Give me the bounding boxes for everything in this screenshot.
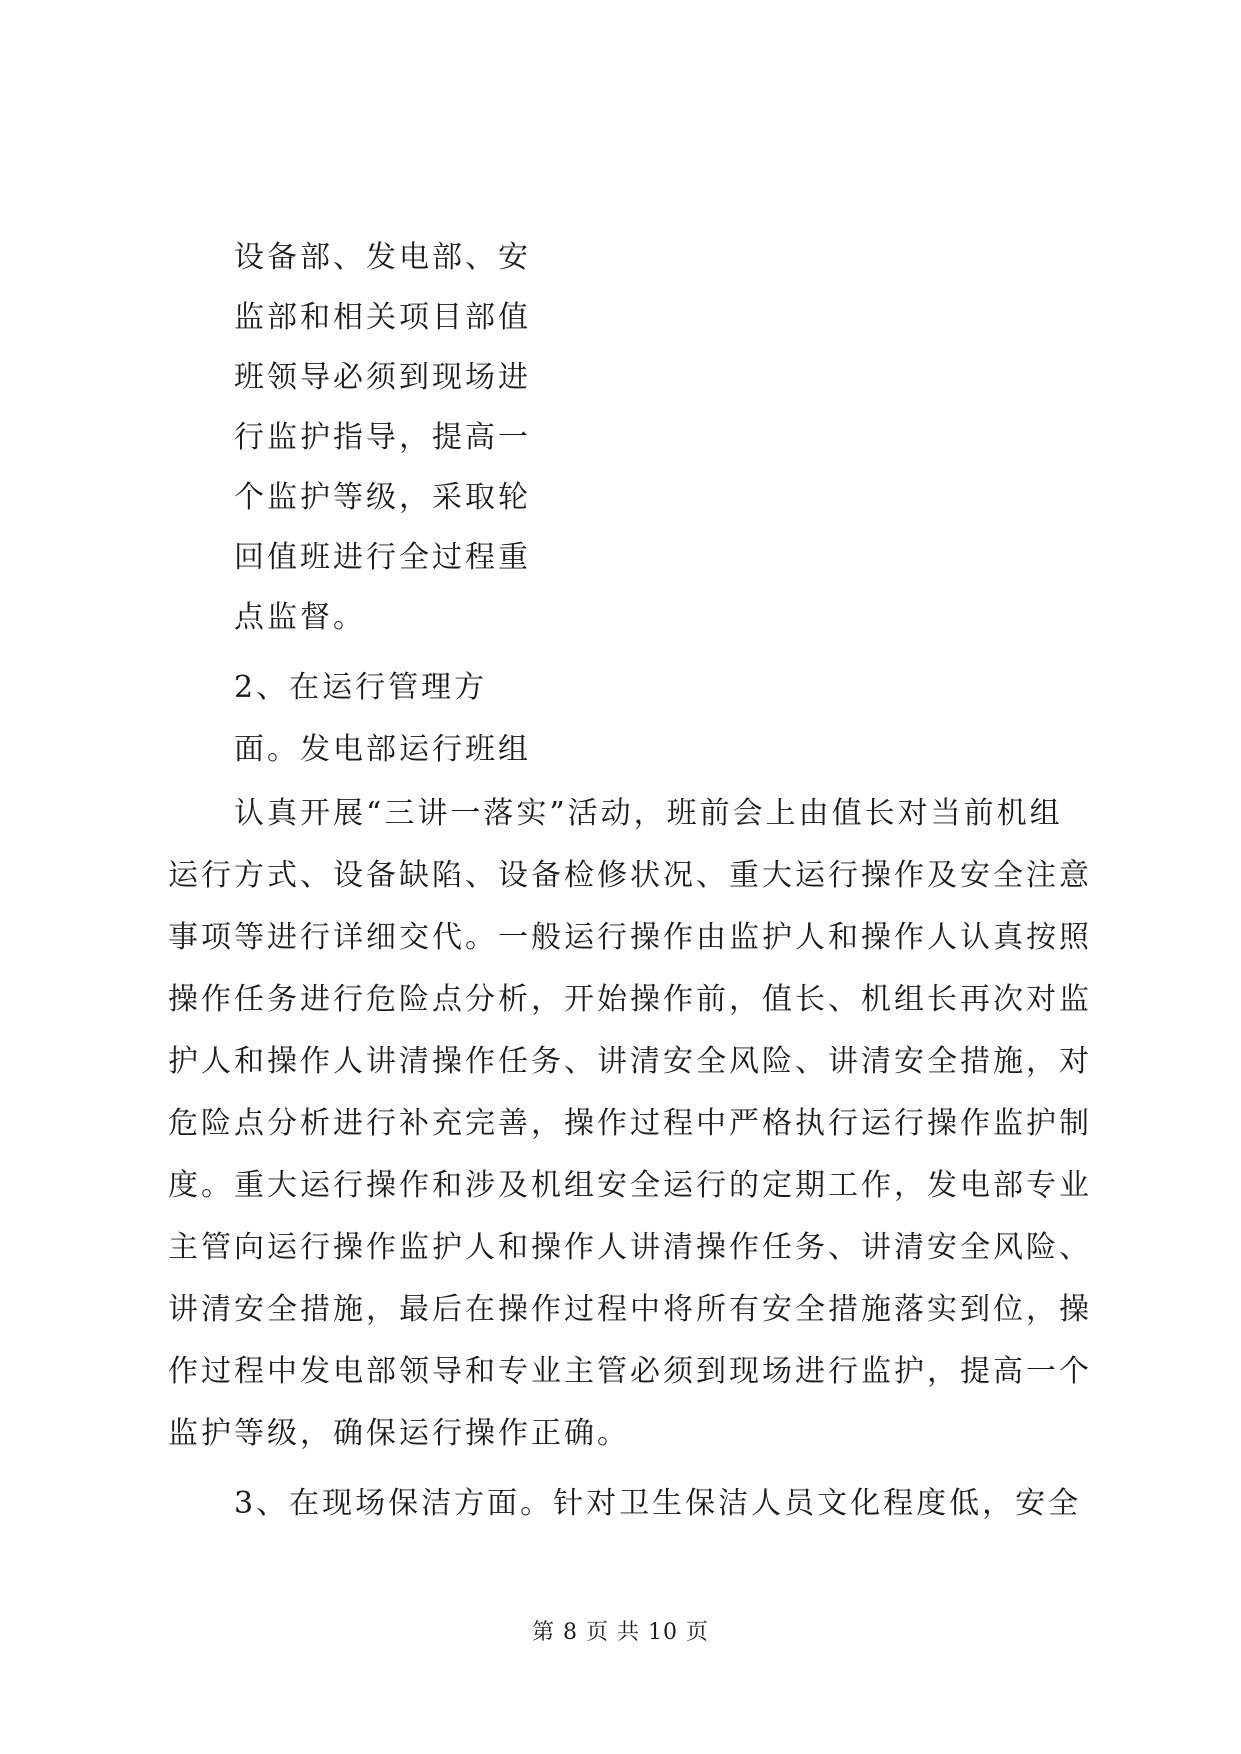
- text-line: 行监护指导，提高一: [234, 420, 531, 455]
- paragraph-first-line: 认真开展“三讲一落实”活动，班前会上由值长对当前机组: [234, 796, 1063, 831]
- text-line: 个监护等级，采取轮: [234, 480, 531, 515]
- text-line: 监护等级，确保运行操作正确。: [168, 1416, 630, 1451]
- text-line: 监部和相关项目部值: [234, 300, 531, 335]
- text-line: 设备部、发电部、安: [234, 240, 531, 275]
- text-line: 讲清安全措施，最后在操作过程中将所有安全措施落实到位，操: [168, 1292, 1092, 1327]
- text-line: 度。重大运行操作和涉及机组安全运行的定期工作，发电部专业: [168, 1168, 1092, 1203]
- text-line: 主管向运行操作监护人和操作人讲清操作任务、讲清安全风险、: [168, 1230, 1092, 1265]
- text-line: 事项等进行详细交代。一般运行操作由监护人和操作人认真按照: [168, 920, 1092, 955]
- text-line: 点监督。: [234, 600, 366, 635]
- text-line: 面。发电部运行班组: [234, 732, 531, 767]
- text-line: 操作任务进行危险点分析，开始操作前，值长、机组长再次对监: [168, 982, 1092, 1017]
- text-line: 班领导必须到现场进: [234, 360, 531, 395]
- text-line: 运行方式、设备缺陷、设备检修状况、重大运行操作及安全注意: [168, 858, 1092, 893]
- text-line: 作过程中发电部领导和专业主管必须到现场进行监护，提高一个: [168, 1354, 1092, 1389]
- text-line: 2、在运行管理方: [234, 670, 488, 705]
- text-line: 回值班进行全过程重: [234, 540, 531, 575]
- text-line: 危险点分析进行补充完善，操作过程中严格执行运行操作监护制: [168, 1106, 1092, 1141]
- page-number-footer: 第 8 页 共 10 页: [532, 1620, 709, 1645]
- text-line: 护人和操作人讲清操作任务、讲清安全风险、讲清安全措施，对: [168, 1044, 1092, 1079]
- paragraph-first-line: 3、在现场保洁方面。针对卫生保洁人员文化程度低，安全: [234, 1486, 1082, 1521]
